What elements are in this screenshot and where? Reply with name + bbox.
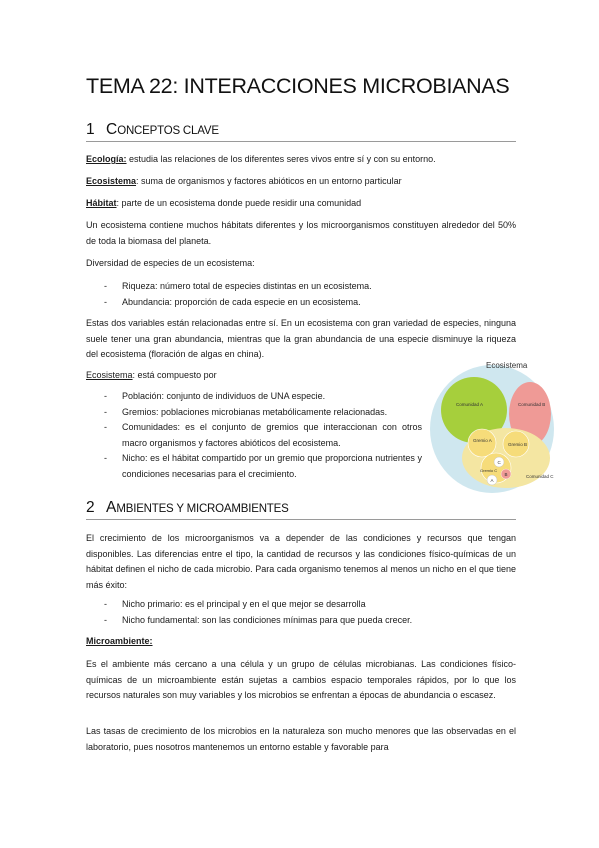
list-item: - Abundancia: proporción de cada especie en un ecosistema. — [104, 295, 516, 311]
guild-a-label: Gremio A — [473, 438, 492, 443]
guild-a — [468, 429, 496, 457]
definition-habitat — [86, 196, 516, 212]
list-diversidad — [104, 279, 516, 310]
ecosystem-label: Ecosistema — [486, 361, 528, 370]
paragraph-diversidad: Diversidad de especies de un ecosistema: — [86, 258, 255, 268]
list-item: - Nicho: es el hábitat compartido por un gremio que proporciona nutrientes y condiciones necesarias para el crecimiento. — [104, 451, 422, 482]
definition-text: : suma de organismos y factores abióticos en un entorno particular — [136, 176, 402, 186]
section-heading-2 — [86, 499, 516, 520]
definition-term: Ecología: — [86, 154, 127, 164]
section-number: 1 — [86, 121, 95, 138]
microambiente-label: Microambiente: — [86, 636, 153, 646]
section-heading-1 — [86, 121, 516, 142]
definition-ecologia — [86, 152, 516, 168]
definition-ecosistema — [86, 174, 516, 190]
section-title-initial: C — [106, 121, 118, 138]
section-number: 2 — [86, 499, 95, 516]
paragraph-variables: Estas dos variables están relacionadas entre sí. En un ecosistema con gran variedad de especies, ninguna suele tener una gran abundancia, mientras que la gran abundancia de una especie disminuye la riqueza del ecosistema (floración de algas en china). — [86, 318, 516, 359]
community-a-label: Comunidad A — [456, 402, 484, 407]
list-item: - Nicho fundamental: son las condiciones mínimas para que pueda crecer. — [104, 613, 516, 629]
ecosystem-diagram — [430, 354, 555, 494]
definition-text: : está compuesto por — [132, 370, 217, 380]
list-componentes — [104, 389, 422, 482]
definition-term: Hábitat — [86, 198, 117, 208]
section-title-rest: MBIENTES Y MICROAMBIENTES — [116, 503, 289, 515]
paragraph-microambiente: Es el ambiente más cercano a una célula y un grupo de células microbianas. Las condiciones físico-químicas de un microambiente están sujetas a cambios espacio temporales rápidos, por lo que los recursos naturales son muy variables y los microbios se enfrentan a épocas de abundancia o escasez. — [86, 659, 516, 700]
definition-text: estudia las relaciones de los diferentes seres vivos entre sí y con su entorno. — [126, 154, 436, 164]
population-c-label: C — [497, 460, 501, 465]
population-a-label: A — [490, 478, 494, 483]
list-item: - Gremios: poblaciones microbianas metabólicamente relacionadas. — [104, 405, 422, 421]
microambiente-heading — [86, 634, 516, 650]
list-item: - Comunidades: es el conjunto de gremios que interaccionan con otros macro organismos y factores abióticos del ecosistema. — [104, 420, 422, 451]
guild-c-label: Gremio C — [480, 468, 498, 473]
community-c-label: Comunidad C — [526, 474, 554, 479]
section-title-rest: ONCEPTOS CLAVE — [117, 125, 219, 137]
list-item: - Nicho primario: es el principal y en el que mejor se desarrolla — [104, 597, 516, 613]
guild-b-label: Gremio B — [508, 442, 528, 447]
section-title-initial: A — [106, 499, 117, 516]
document-title: TEMA 22: INTERACCIONES MICROBIANAS — [86, 74, 510, 98]
paragraph-crecimiento: El crecimiento de los microorganismos va a depender de las condiciones y recursos que tengan disponibles. Las diferencias entre el tipo, la cantidad de recursos y las condiciones físico-químicas de un hábitat definen el nicho de cada microbio. Para cada organismo tenemos al menos un nicho en el que tiene más éxito: — [86, 533, 516, 590]
paragraph-tasas: Las tasas de crecimiento de los microbios en la naturaleza son mucho menores que las observadas en el laboratorio, pues nosotros mantenemos un entorno estable y favorable para — [86, 726, 516, 752]
community-b-label: Comunidad B — [518, 402, 546, 407]
list-item: - Riqueza: número total de especies distintas en un ecosistema. — [104, 279, 516, 295]
population-b-label: B — [504, 472, 508, 477]
definition-term: Ecosistema — [86, 176, 137, 186]
list-nichos — [104, 597, 516, 628]
paragraph-habitats: Un ecosistema contiene muchos hábitats diferentes y los microorganismos constituyen alrededor del 50% de toda la biomasa del planeta. — [86, 220, 516, 246]
list-item: - Población: conjunto de individuos de UNA especie. — [104, 389, 422, 405]
definition-term: Ecosistema — [86, 370, 133, 380]
definition-text: : parte de un ecosistema donde puede residir una comunidad — [116, 198, 362, 208]
ecosistema-composition — [86, 368, 421, 384]
